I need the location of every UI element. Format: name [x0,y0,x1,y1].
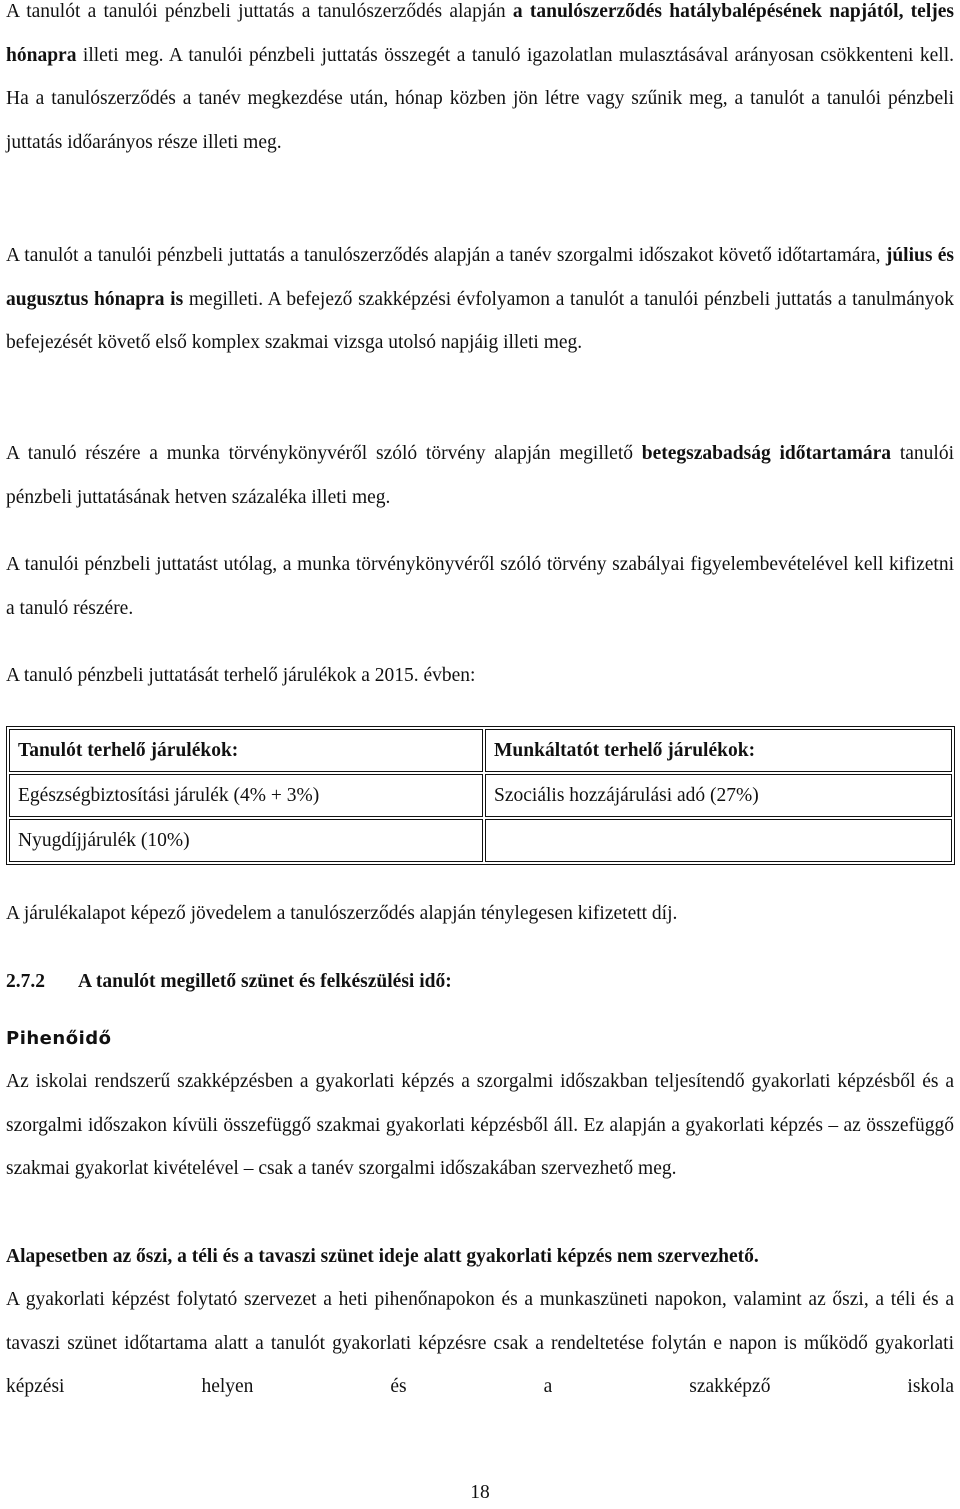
paragraph-3-bold: betegszabadság időtartamára [641,443,892,464]
table-cell [485,819,952,862]
paragraph-9: A gyakorlati képzést folytató szervezet a heti pihenőnapokon és a munkaszüneti napokon, valamint az őszi, a téli és a tavaszi szünet időtartama alatt a tanulót gyakorlati képzésre csak a rendeltetése folytán e napon is működő gyakorlati képzési helyen és a szakképző iskola [6,1289,954,1397]
table-cell: Szociális hozzájárulási adó (27%) [485,774,952,817]
section-title: A tanulót megillető szünet és felkészülési idő: [78,971,452,992]
contributions-table [6,726,955,865]
paragraph-8: Alapesetben az őszi, a téli és a tavaszi szünet ideje alatt gyakorlati képzés nem szervezhető. [6,1246,759,1267]
paragraph-5: A tanuló pénzbeli juttatását terhelő járulékok a 2015. évben: [6,665,476,686]
paragraph-1 [6,0,954,164]
paragraph-2-bold: július és augusztus hónapra is [6,245,954,310]
table-header-employee: Tanulót terhelő járulékok: [9,729,483,772]
section-heading [6,971,452,993]
paragraph-2-text-a: A tanulót a tanulói pénzbeli juttatás a tanulószerződés alapján a tanév szorgalmi időszakot követő időtartamára, [6,245,886,266]
table-row [9,729,952,772]
table-cell: Nyugdíjjárulék (10%) [9,819,483,862]
subheading: Pihenőidő [6,1028,112,1049]
table-cell: Egészségbiztosítási járulék (4% + 3%) [9,774,483,817]
page-number: 18 [470,1482,490,1503]
paragraph-3-text-c: tanulói pénzbeli juttatásának hetven százaléka illeti meg. [6,443,954,508]
paragraph-3-text-a: A tanuló részére a munka törvénykönyvéről szóló törvény alapján megillető [6,443,642,464]
paragraph-6: A járulékalapot képező jövedelem a tanulószerződés alapján ténylegesen kifizetett díj. [6,903,678,924]
paragraph-7: Az iskolai rendszerű szakképzésben a gyakorlati képzés a szorgalmi időszakban teljesítendő gyakorlati képzésből és a szorgalmi időszakon kívüli összefüggő szakmai gyakorlati képzésből áll. Ez alapján a gyakorlati képzés – az összefüggő szakmai gyakorlat kivételével – csak a tanév szorgalmi időszakában szervezhető meg. [6,1071,954,1179]
paragraph-2 [6,234,954,365]
paragraph-3 [6,432,954,519]
section-number: 2.7.2 [6,971,45,992]
paragraph-2-text-c: megilleti. A befejező szakképzési évfolyamon a tanulót a tanulói pénzbeli juttatás a tanulmányok befejezését követő első komplex szakmai vizsga utolsó napjáig illeti meg. [6,288,954,353]
paragraph-1-text-c: illeti meg. A tanulói pénzbeli juttatás összegét a tanuló igazolatlan mulasztásával arányosan csökkenteni kell. Ha a tanulószerződés a tanév megkezdése után, hónap közben jön létre vagy szűnik meg, a tanulót a tanulói pénzbeli juttatás időarányos része illeti meg. [6,44,954,153]
paragraph-1-bold: a tanulószerződés hatálybalépésének napjától, teljes hónapra [6,1,954,66]
table-row [9,774,952,817]
table-row [9,819,952,862]
paragraph-4: A tanulói pénzbeli juttatást utólag, a munka törvénykönyvéről szóló törvény szabályai figyelembevételével kell kifizetni a tanuló részére. [6,554,954,619]
paragraph-1-text-a: A tanulót a tanulói pénzbeli juttatás a tanulószerződés alapján [6,1,513,22]
table-header-employer: Munkáltatót terhelő járulékok: [485,729,952,772]
